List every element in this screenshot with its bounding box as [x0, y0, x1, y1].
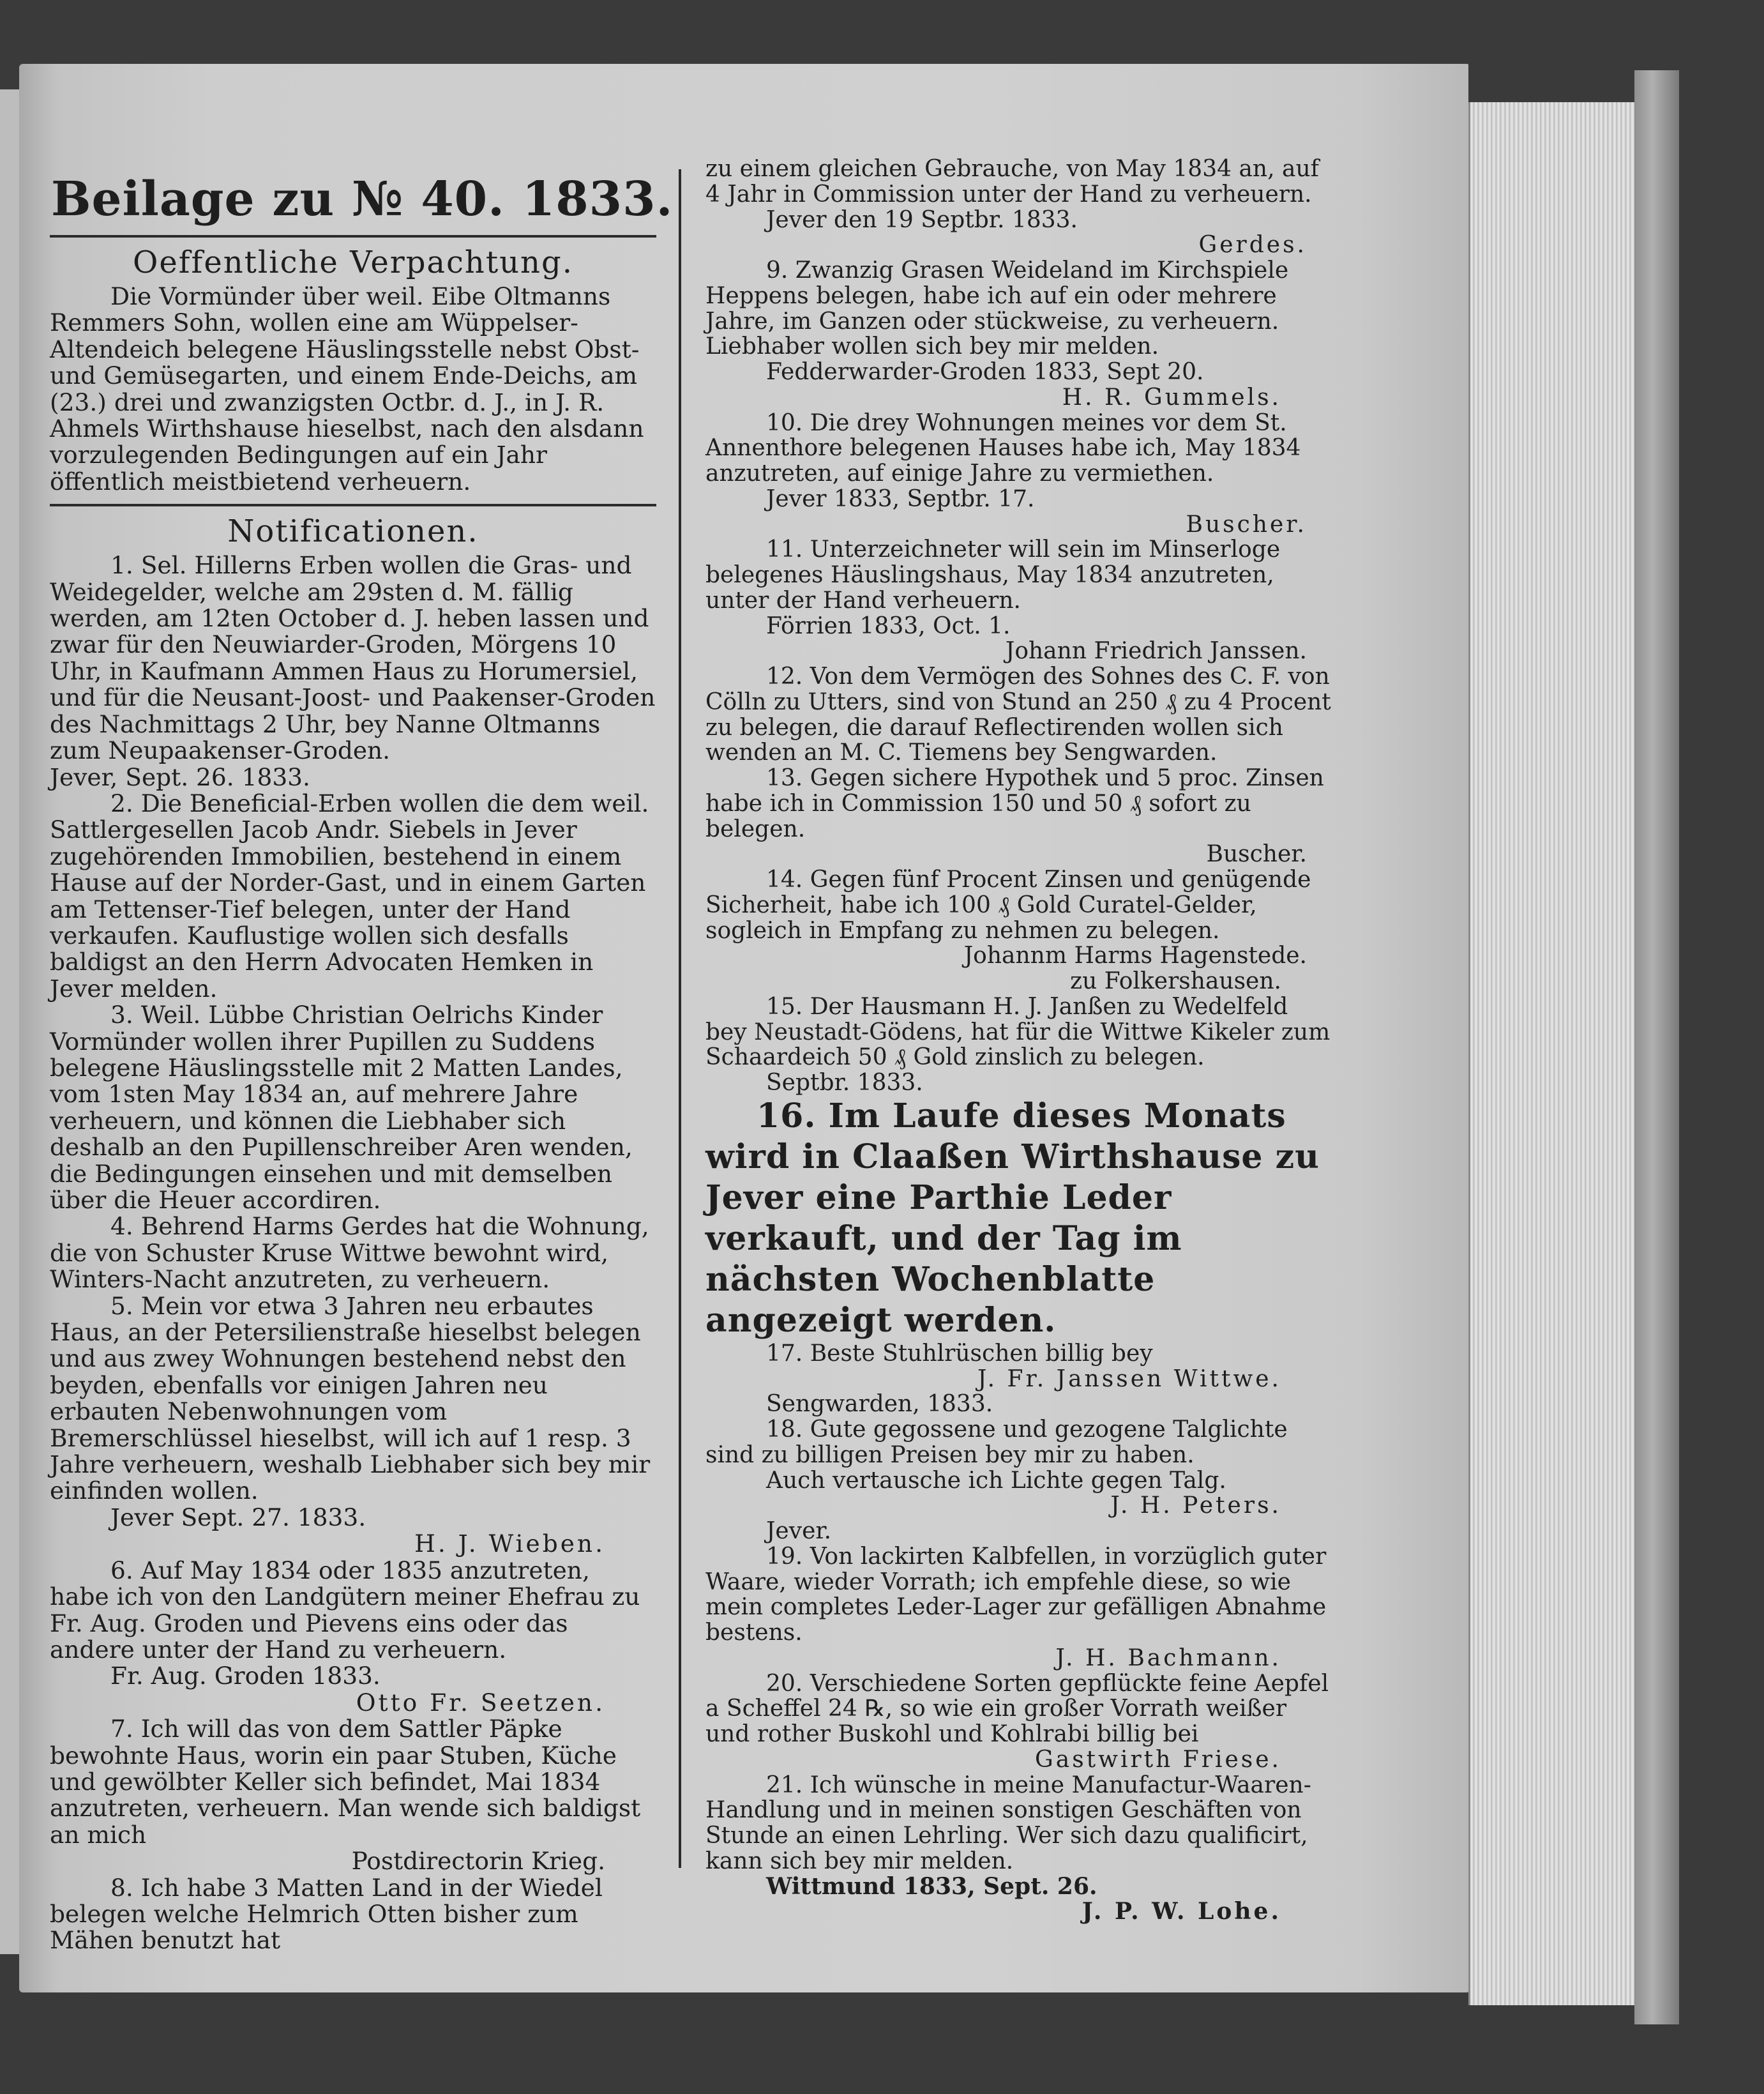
notice-7: 7. Ich will das von dem Sattler Päpke bewohnte Haus, worin ein paar Stuben, Küche und gewölbter Keller sich befindet, Mai 1834 anzutreten, verheuern. Man wende sich baldigst an mich	[50, 1715, 641, 1849]
notice-7-signature: Postdirectorin Krieg.	[351, 1847, 605, 1876]
masthead-prefix: Beilage zu	[51, 172, 335, 227]
notice-14-signature: Johannm Harms Hagenstede.	[963, 943, 1307, 969]
masthead	[51, 167, 674, 231]
column-divider	[679, 169, 681, 1868]
notice-2: 2. Die Beneficial-Erben wollen die dem weil. Sattlergesellen Jacob Andr. Siebels in Jever zugehörenden Immobilien, bestehend in einem Hause auf der Norder-Gast, und in einem Garten am Tettenser-Tief belegen, unter der Hand verkaufen. Kauflustige wollen sich desfalls baldigst an den Herrn Advocaten Hemken in Jever melden.	[50, 789, 649, 1003]
section-title-verpachtung: Oeffentliche Verpachtung.	[133, 245, 573, 280]
notice-9-place: Fedderwarder-Groden 1833, Sept 20.	[766, 359, 1204, 385]
book-cover-edge	[1634, 70, 1679, 2024]
notice-15: 15. Der Hausmann H. J. Janßen zu Wedelfeld bey Neustadt-Gödens, hat für die Wittwe Kikeler zum Schaardeich 50 ₰ Gold zinslich zu belegen.	[705, 993, 1331, 1071]
notice-21: 21. Ich wünsche in meine Manufactur-Waaren-Handlung und in meinen sonstigen Geschäften von Stunde an einen Lehrling. Wer sich dazu qualificirt, kann sich bey mir melden.	[705, 1772, 1311, 1874]
notice-11-place: Förrien 1833, Oct. 1.	[766, 612, 1011, 639]
notice-14: 14. Gegen fünf Procent Zinsen und genügende Sicherheit, habe ich 100 ₰ Gold Curatel-Gelder, sogleich in Empfang zu nehmen zu belegen.	[705, 867, 1311, 944]
notice-11-signature: Johann Friedrich Janssen.	[1005, 638, 1307, 665]
book-page-edges	[1468, 102, 1636, 2005]
notice-13-signature: Buscher.	[1206, 841, 1307, 868]
notice-8-place: Jever den 19 Septbr. 1833.	[766, 206, 1078, 233]
notice-3: 3. Weil. Lübbe Christian Oelrichs Kinder Vormünder wollen ihrer Pupillen zu Suddens belegene Häuslingsstelle mit 2 Matten Landes, vom 1sten May 1834 an, auf mehrere Jahre verheuern, und können die Liebhaber sich deshalb an den Pupillenschreiber Aren wenden, die Bedingungen einsehen und mit demselben über die Heuer accordiren.	[50, 1001, 633, 1214]
notice-18-place: Jever.	[766, 1518, 832, 1544]
notice-8-signature: Gerdes.	[1198, 232, 1307, 259]
masthead-year: 1833.	[522, 172, 674, 227]
notice-13: 13. Gegen sichere Hypothek und 5 proc. Zinsen habe ich in Commission 150 und 50 ₰ sofort zu belegen.	[705, 765, 1324, 842]
notice-8: 8. Ich habe 3 Matten Land in der Wiedel belegen welche Helmrich Otten bisher zum Mähen benutzt hat	[50, 1873, 603, 1955]
notice-9: 9. Zwanzig Grasen Weideland im Kirchspiele Heppens belegen, habe ich auf ein oder mehrere Jahre, im Ganzen oder stückweise, zu verheuern. Liebhaber wollen sich bey mir melden.	[705, 257, 1289, 360]
notice-11: 11. Unterzeichneter will sein im Minserloge belegenes Häuslingshaus, May 1834 anzutreten, unter der Hand verheuern.	[705, 536, 1281, 614]
section-rule	[50, 504, 656, 506]
masthead-rule	[50, 235, 656, 238]
notice-15-place: Septbr. 1833.	[766, 1070, 923, 1096]
notice-14-signature-place: zu Folkershausen.	[1070, 968, 1281, 994]
notice-10-signature: Buscher.	[1186, 511, 1307, 538]
masthead-number: 40.	[421, 172, 505, 227]
notice-10: 10. Die drey Wohnungen meines vor dem St. Annenthore belegenen Hauses habe ich, May 1834 anzutreten, auf einige Jahre zu vermiethen.	[705, 409, 1301, 487]
notice-16: 16. Im Laufe dieses Monats wird in Claaßen Wirthshause zu Jever eine Parthie Leder verkauft, und der Tag im nächsten Wochenblatte angezeigt werden.	[705, 1096, 1320, 1340]
notice-1-place: Jever, Sept. 26. 1833.	[50, 762, 310, 791]
left-column	[50, 167, 674, 1955]
notice-19: 19. Von lackirten Kalbfellen, in vorzüglich guter Waare, wieder Vorrath; ich empfehle diese, so wie mein completes Leder-Lager zur gefälligen Abnahme bestens.	[705, 1543, 1327, 1646]
notice-21-place: Wittmund 1833, Sept. 26.	[766, 1872, 1097, 1900]
notice-10-place: Jever 1833, Septbr. 17.	[766, 485, 1035, 512]
notice-6: 6. Auf May 1834 oder 1835 anzutreten, habe ich von den Landgütern meiner Ehefrau zu Fr. Aug. Groden und Pievens eins oder das andere unter der Hand zu verheuern.	[50, 1556, 640, 1664]
notice-18-signature: J. H. Peters.	[1110, 1492, 1281, 1519]
masthead-numero: №	[351, 172, 404, 227]
notice-6-place: Fr. Aug. Groden 1833.	[110, 1662, 381, 1690]
verpachtung-text: Die Vormünder über weil. Eibe Oltmanns Remmers Sohn, wollen eine am Wüppelser-Altendeich belegene Häuslingsstelle nebst Obst- und Gemüsegarten, und einem Ende-Deichs, am (23.) drei und zwanzigsten Octbr. d. J., in J. R. Ahmels Wirthshause hieselbst, nach den alsdann vorzulegenden Bedingungen auf ein Jahr öffentlich meistbietend verheuern.	[50, 282, 644, 496]
notice-18: 18. Gute gegossene und gezogene Talglichte sind zu billigen Preisen bey mir zu haben.	[705, 1416, 1288, 1468]
notice-1: 1. Sel. Hillerns Erben wollen die Gras- und Weidegelder, welche am 29sten d. M. fällig werden, am 12ten October d. J. heben lassen und zwar für den Neuwiarder-Groden, Mörgens 10 Uhr, in Kaufmann Ammen Haus zu Horumersiel, und für die Neusant-Joost- und Paakenser-Groden des Nachmittags 2 Uhr, bey Nanne Oltmanns zum Neupaakenser-Groden.	[50, 551, 656, 765]
notice-17-signature: J. Fr. Janssen Wittwe.	[977, 1365, 1281, 1392]
notice-18-extra: Auch vertausche ich Lichte gegen Talg.	[766, 1467, 1226, 1494]
notice-19-signature: J. H. Bachmann.	[1055, 1644, 1281, 1671]
notice-17: 17. Beste Stuhlrüschen billig bey	[766, 1340, 1153, 1367]
notice-12: 12. Von dem Vermögen des Sohnes des C. F. von Cölln zu Utters, sind von Stund an 250 ₰ zu 4 Procent zu belegen, die darauf Reflectirenden wollen sich wenden an M. C. Tiemens bey Sengwarden.	[705, 664, 1331, 766]
notice-5: 5. Mein vor etwa 3 Jahren neu erbautes Haus, an der Petersilienstraße hieselbst belegen und aus zwey Wohnungen bestehend nebst den beyden, ebenfalls vor einigen Jahren neu erbauten Nebenwohnungen vom Bremerschlüssel hieselbst, will ich auf 1 resp. 3 Jahre verheuern, weshalb Liebhaber sich bey mir einfinden wollen.	[50, 1291, 651, 1505]
notice-9-signature: H. R. Gummels.	[1062, 384, 1281, 411]
notice-5-place: Jever Sept. 27. 1833.	[110, 1503, 366, 1531]
right-column	[705, 156, 1332, 1925]
notice-6-signature: Otto Fr. Seetzen.	[356, 1688, 605, 1717]
notice-4: 4. Behrend Harms Gerdes hat die Wohnung, die von Schuster Kruse Wittwe bewohnt wird, Winters-Nacht anzutreten, zu verheuern.	[50, 1212, 649, 1294]
notice-5-signature: H. J. Wieben.	[414, 1529, 605, 1558]
notice-21-signature: J. P. W. Lohe.	[1082, 1898, 1281, 1925]
section-title-notificationen: Notificationen.	[227, 513, 479, 550]
notice-20: 20. Verschiedene Sorten gepflückte feine Aepfel a Scheffel 24 ℞, so wie ein großer Vorrath weißer und rother Buskohl und Kohlrabi billig bei	[705, 1670, 1329, 1747]
notice-20-signature: Gastwirth Friese.	[1034, 1746, 1281, 1773]
notice-8-continued: zu einem gleichen Gebrauche, von May 1834 an, auf 4 Jahr in Commission unter der Hand zu verheuern.	[705, 156, 1319, 208]
notice-17-place: Sengwarden, 1833.	[766, 1391, 993, 1418]
